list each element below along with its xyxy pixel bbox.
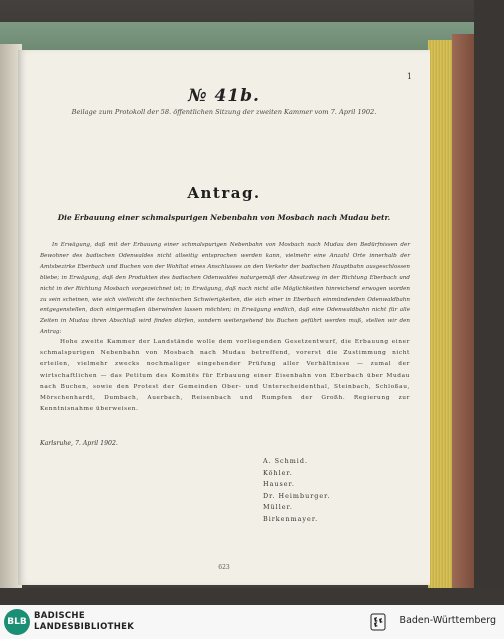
document-page (18, 50, 430, 585)
signatory: Birkenmayer. (263, 514, 319, 523)
signatory: Dr. Heimburger. (263, 491, 331, 500)
signatory: A. Schmid. (263, 457, 308, 465)
body-paragraph: In Erwägung, daß mit der Erbauung einer schmalspurigen Nebenbahn von Mosbach nach Mudau den Bedürfnissen der Bewohner des badischen Odenwaldes nicht allseitig entsprochen werden kann, vielmehr eine Anzahl Orte innerhalb der Amtsbezirke Eberbach und Buchen von der Wohltat eines Anschlusses an den Verkehr der badischen Hauptbahn ausgeschlossen bliebe; in Erwägung, daß den Produkten des badischen Odenwaldes naturgemäß der Absatzweg in der Richtung Eberbach und nicht in der Richtung Mosbach vorgezeichnet ist; in Erwägung, daß nach nicht alle Möglichkeiten hinreichend erwogen worden zu sein scheinen, wie sich vielleicht die technischen Schwierigkeiten, die sich einer in Eberbach einmündenden Odenwaldbahn entgegenstellen, doch einigermaßen überwinden lassen möchten; in Erwägung endlich, daß eine Odenwaldbahn nicht für alle Zeiten in Mudau ihren Abschluß wird finden dürfen, sondern weitergehend bis Buchen geführt werden muß, stellen wir den Antrag: (40, 242, 410, 336)
signatories-list (263, 456, 331, 526)
signatory: Köhler. (263, 468, 293, 477)
document-heading: Die Erbauung einer schmalspurigen Nebenbahn von Mosbach nach Mudau betr. (57, 213, 391, 222)
scan-background-right (474, 0, 504, 605)
gilt-page-edges (428, 40, 452, 588)
footer-page-number: 623 (218, 564, 230, 571)
blb-logo-icon[interactable]: BLB (4, 609, 30, 635)
signatory: Müller. (263, 503, 293, 512)
document-subtitle: Beilage zum Protokoll der 58. öffentlichen Sitzung der zweiten Kammer vom 7. April 1902. (71, 108, 377, 116)
dateline: Karlsruhe, 7. April 1902. (40, 440, 118, 447)
signatory: Hauser. (263, 480, 295, 489)
book-cover-edge (452, 34, 474, 594)
document-number: № 41b. (188, 86, 260, 106)
scan-background-bottom (0, 588, 504, 606)
page-number: 1 (406, 72, 412, 81)
motion-text: Hohe zweite Kammer der Landstände wolle dem vorliegenden Gesetzentwurf, die Erbauung einer schmalspurigen Nebenbahn von Mosbach nach Mudau betreffend, vorerst die Zustimmung nicht erteilen, vielmehr zwecks nochmaliger eingehender Prüfung aller Verhältnisse — zumal der wirtschaftlichen — das Petitum des Komitēs für Erbauung einer Eisenbahn von Eberbach über Mudau nach Buchen, sowie den Protest der Gemeinden Ober- und Unterscheidenthal, Steinbach, Schloßau, Mörschenhardt, Dumbach, Auerbach, Reisenbach und Rumpfen der Großh. Regierung zur Kenntnisnahme überweisen. (40, 339, 410, 413)
library-name-line1: BADISCHE (34, 611, 85, 621)
footer-bar (0, 605, 504, 639)
library-name-line2: LANDESBIBLIOTHEK (34, 622, 135, 632)
bw-lions-icon (370, 613, 386, 631)
library-name[interactable] (34, 611, 134, 633)
state-name: Baden-Württemberg (399, 615, 496, 626)
document-title: Antrag. (187, 184, 261, 202)
